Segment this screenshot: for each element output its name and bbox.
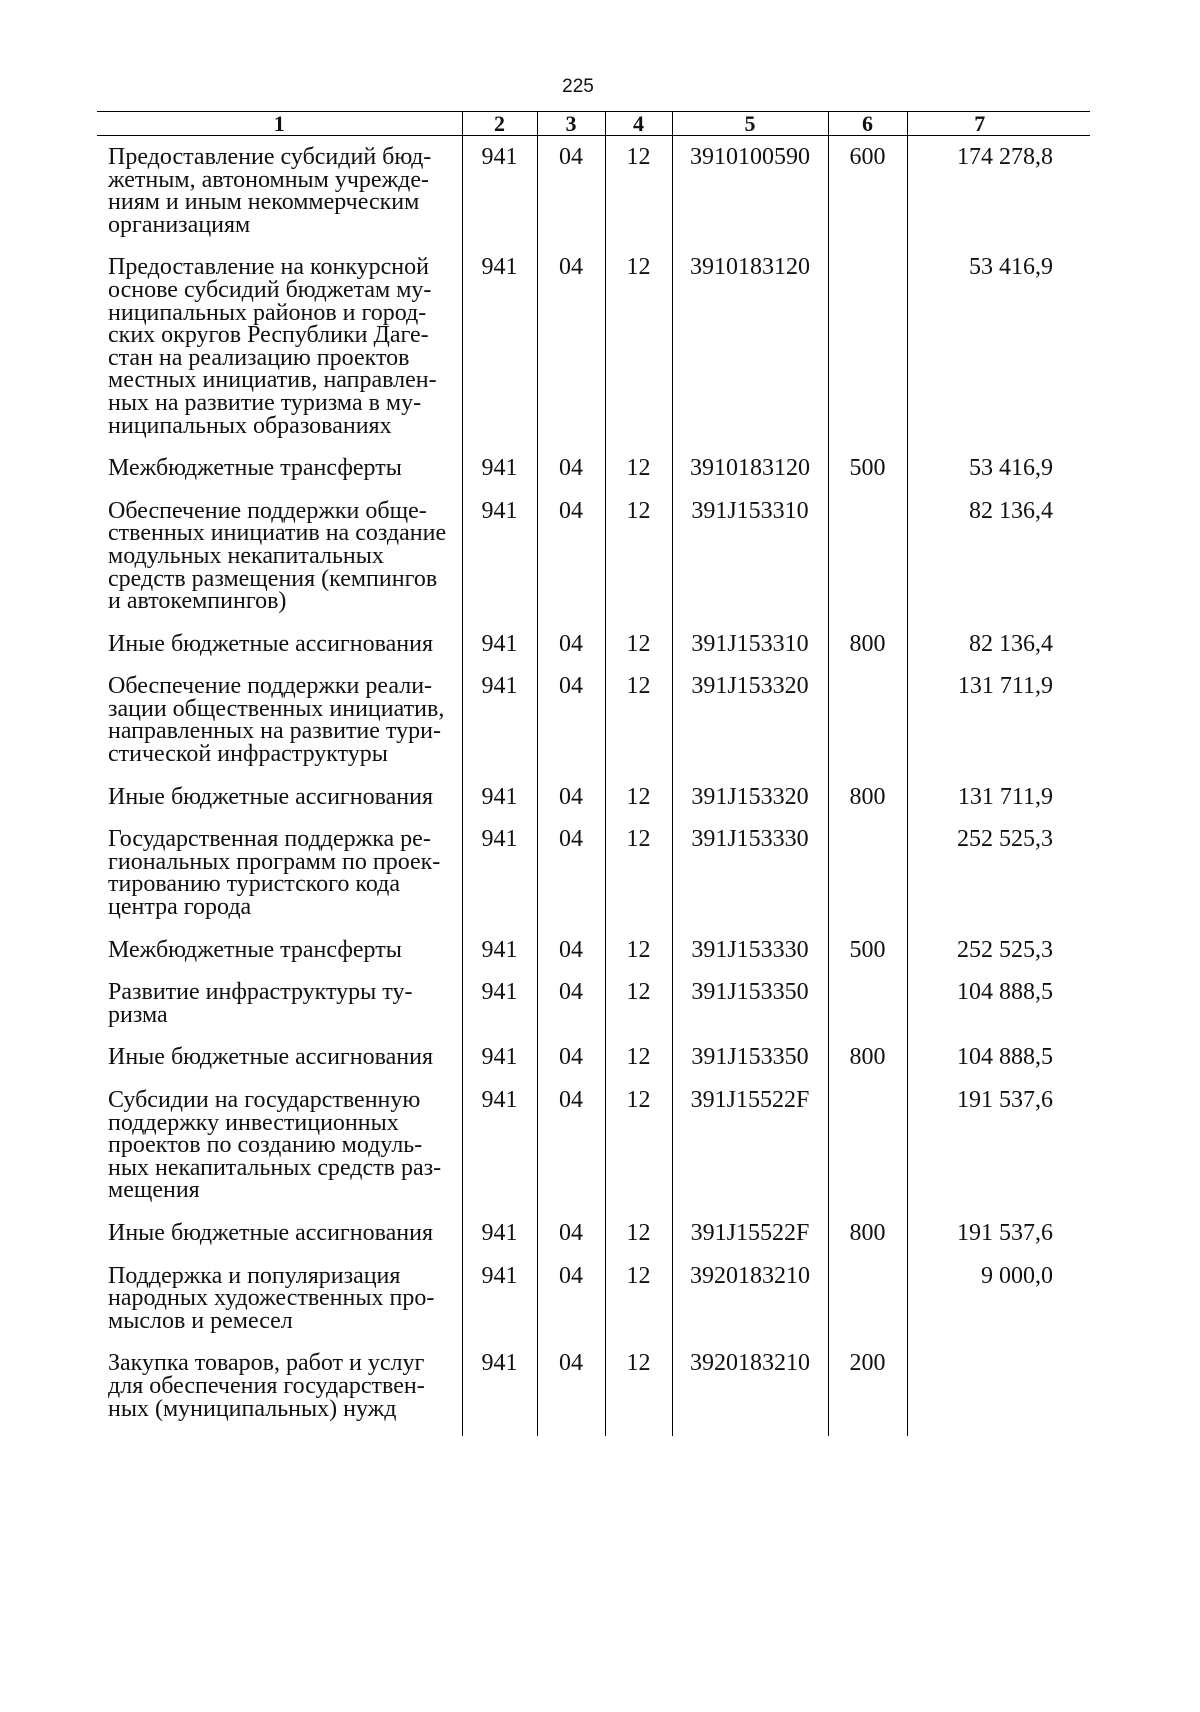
subsection-code: 12 [605, 1342, 672, 1436]
table-row [97, 971, 1090, 1036]
column-header-5: 5 [672, 112, 828, 136]
department-code: 941 [462, 929, 537, 972]
subsection-code: 12 [605, 623, 672, 666]
amount: 131 711,9 [907, 776, 1090, 819]
target-article-code: 391J153350 [672, 971, 828, 1036]
item-name: Закупка товаров, работ и услуг для обеспечения государствен- ных (муниципальных) нужд [108, 1350, 425, 1422]
department-code: 941 [462, 490, 537, 623]
column-header-7: 7 [907, 112, 1090, 136]
table-row [97, 1212, 1090, 1255]
target-article-code: 391J153310 [672, 490, 828, 623]
subsection-code: 12 [605, 447, 672, 490]
table-row [97, 1342, 1090, 1436]
department-code: 941 [462, 1212, 537, 1255]
subsection-code: 12 [605, 776, 672, 819]
item-name: Иные бюджетные ассигнования [108, 783, 433, 810]
subsection-code: 12 [605, 1079, 672, 1212]
department-code: 941 [462, 136, 537, 247]
table-row [97, 1036, 1090, 1079]
amount: 9 000,0 [907, 1255, 1090, 1343]
page-number: 225 [562, 76, 594, 97]
expense-type-code [828, 665, 907, 775]
expense-type-code: 800 [828, 776, 907, 819]
amount: 82 136,4 [907, 623, 1090, 666]
item-name: Обеспечение поддержки реали- зации общественных инициатив, направленных на развитие тури- стической инфраструктуры [108, 673, 445, 768]
item-name: Предоставление на конкурсной основе субсидий бюджетам му- ниципальных районов и город- ских округов Республики Даге- стан на реализацию проектов местных инициатив, направлен- ных на развитие туризма в му- ниципальных образованиях [108, 254, 437, 439]
table-row [97, 623, 1090, 666]
item-name: Межбюджетные трансферты [108, 455, 402, 482]
budget-table [97, 111, 1090, 1436]
department-code: 941 [462, 665, 537, 775]
department-code: 941 [462, 971, 537, 1036]
table-row [97, 665, 1090, 775]
section-code: 04 [537, 818, 605, 928]
table-row [97, 776, 1090, 819]
section-code: 04 [537, 136, 605, 247]
target-article-code: 3920183210 [672, 1255, 828, 1343]
section-code: 04 [537, 665, 605, 775]
expense-type-code: 500 [828, 929, 907, 972]
expense-type-code [828, 818, 907, 928]
expense-type-code: 500 [828, 447, 907, 490]
item-name: Иные бюджетные ассигнования [108, 1044, 433, 1071]
target-article-code: 391J15522F [672, 1079, 828, 1212]
section-code: 04 [537, 623, 605, 666]
section-code: 04 [537, 246, 605, 447]
expense-type-code: 800 [828, 623, 907, 666]
section-code: 04 [537, 1036, 605, 1079]
department-code: 941 [462, 776, 537, 819]
header-row [97, 112, 1090, 136]
department-code: 941 [462, 623, 537, 666]
subsection-code: 12 [605, 490, 672, 623]
target-article-code: 391J153310 [672, 623, 828, 666]
amount [907, 1342, 1090, 1436]
column-header-3: 3 [537, 112, 605, 136]
section-code: 04 [537, 971, 605, 1036]
column-header-2: 2 [462, 112, 537, 136]
expense-type-code: 800 [828, 1212, 907, 1255]
department-code: 941 [462, 447, 537, 490]
table-row [97, 136, 1090, 247]
target-article-code: 3910183120 [672, 447, 828, 490]
expense-type-code [828, 246, 907, 447]
department-code: 941 [462, 1342, 537, 1436]
target-article-code: 3910183120 [672, 246, 828, 447]
item-name: Иные бюджетные ассигнования [108, 1219, 433, 1246]
table-row [97, 490, 1090, 623]
subsection-code: 12 [605, 136, 672, 247]
expense-type-code [828, 490, 907, 623]
column-header-4: 4 [605, 112, 672, 136]
item-name: Развитие инфраструктуры ту- ризма [108, 979, 413, 1028]
table-row [97, 246, 1090, 447]
item-name: Государственная поддержка ре- гиональных программ по проек- тированию туристского кода центра города [108, 826, 441, 921]
column-header-1: 1 [97, 112, 462, 136]
amount: 191 537,6 [907, 1212, 1090, 1255]
item-name: Межбюджетные трансферты [108, 936, 402, 963]
section-code: 04 [537, 1079, 605, 1212]
target-article-code: 391J15522F [672, 1212, 828, 1255]
expense-type-code [828, 971, 907, 1036]
target-article-code: 391J153350 [672, 1036, 828, 1079]
subsection-code: 12 [605, 246, 672, 447]
subsection-code: 12 [605, 929, 672, 972]
target-article-code: 391J153320 [672, 665, 828, 775]
subsection-code: 12 [605, 1036, 672, 1079]
department-code: 941 [462, 1255, 537, 1343]
expense-type-code [828, 1255, 907, 1343]
item-name: Поддержка и популяризация народных художественных про- мыслов и ремесел [108, 1262, 435, 1334]
amount: 53 416,9 [907, 447, 1090, 490]
amount: 191 537,6 [907, 1079, 1090, 1212]
amount: 104 888,5 [907, 1036, 1090, 1079]
column-header-6: 6 [828, 112, 907, 136]
item-name: Иные бюджетные ассигнования [108, 630, 433, 657]
item-name: Субсидии на государственную поддержку инвестиционных проектов по созданию модуль- ных некапитальных средств раз- мещения [108, 1087, 442, 1204]
target-article-code: 3920183210 [672, 1342, 828, 1436]
department-code: 941 [462, 246, 537, 447]
table-row [97, 1255, 1090, 1343]
amount: 53 416,9 [907, 246, 1090, 447]
target-article-code: 3910100590 [672, 136, 828, 247]
table-body [97, 136, 1090, 1437]
department-code: 941 [462, 1036, 537, 1079]
department-code: 941 [462, 1079, 537, 1212]
amount: 104 888,5 [907, 971, 1090, 1036]
expense-type-code: 200 [828, 1342, 907, 1436]
expense-type-code [828, 1079, 907, 1212]
section-code: 04 [537, 776, 605, 819]
amount: 252 525,3 [907, 929, 1090, 972]
item-name: Обеспечение поддержки обще- ственных инициатив на создание модульных некапитальных средств размещения (кемпингов и автокемпингов) [108, 497, 447, 615]
amount: 82 136,4 [907, 490, 1090, 623]
subsection-code: 12 [605, 1212, 672, 1255]
amount: 131 711,9 [907, 665, 1090, 775]
target-article-code: 391J153330 [672, 929, 828, 972]
expense-type-code: 600 [828, 136, 907, 247]
table-row [97, 818, 1090, 928]
table-row [97, 447, 1090, 490]
section-code: 04 [537, 1212, 605, 1255]
subsection-code: 12 [605, 1255, 672, 1343]
table-row [97, 929, 1090, 972]
amount: 252 525,3 [907, 818, 1090, 928]
department-code: 941 [462, 818, 537, 928]
expense-type-code: 800 [828, 1036, 907, 1079]
subsection-code: 12 [605, 665, 672, 775]
subsection-code: 12 [605, 971, 672, 1036]
section-code: 04 [537, 447, 605, 490]
table-header [97, 112, 1090, 136]
table-row [97, 1079, 1090, 1212]
item-name: Предоставление субсидий бюд- жетным, автономным учрежде- ниям и иным некоммерческим организациям [108, 144, 432, 238]
target-article-code: 391J153320 [672, 776, 828, 819]
section-code: 04 [537, 1342, 605, 1436]
section-code: 04 [537, 1255, 605, 1343]
amount: 174 278,8 [907, 136, 1090, 247]
subsection-code: 12 [605, 818, 672, 928]
target-article-code: 391J153330 [672, 818, 828, 928]
section-code: 04 [537, 490, 605, 623]
section-code: 04 [537, 929, 605, 972]
